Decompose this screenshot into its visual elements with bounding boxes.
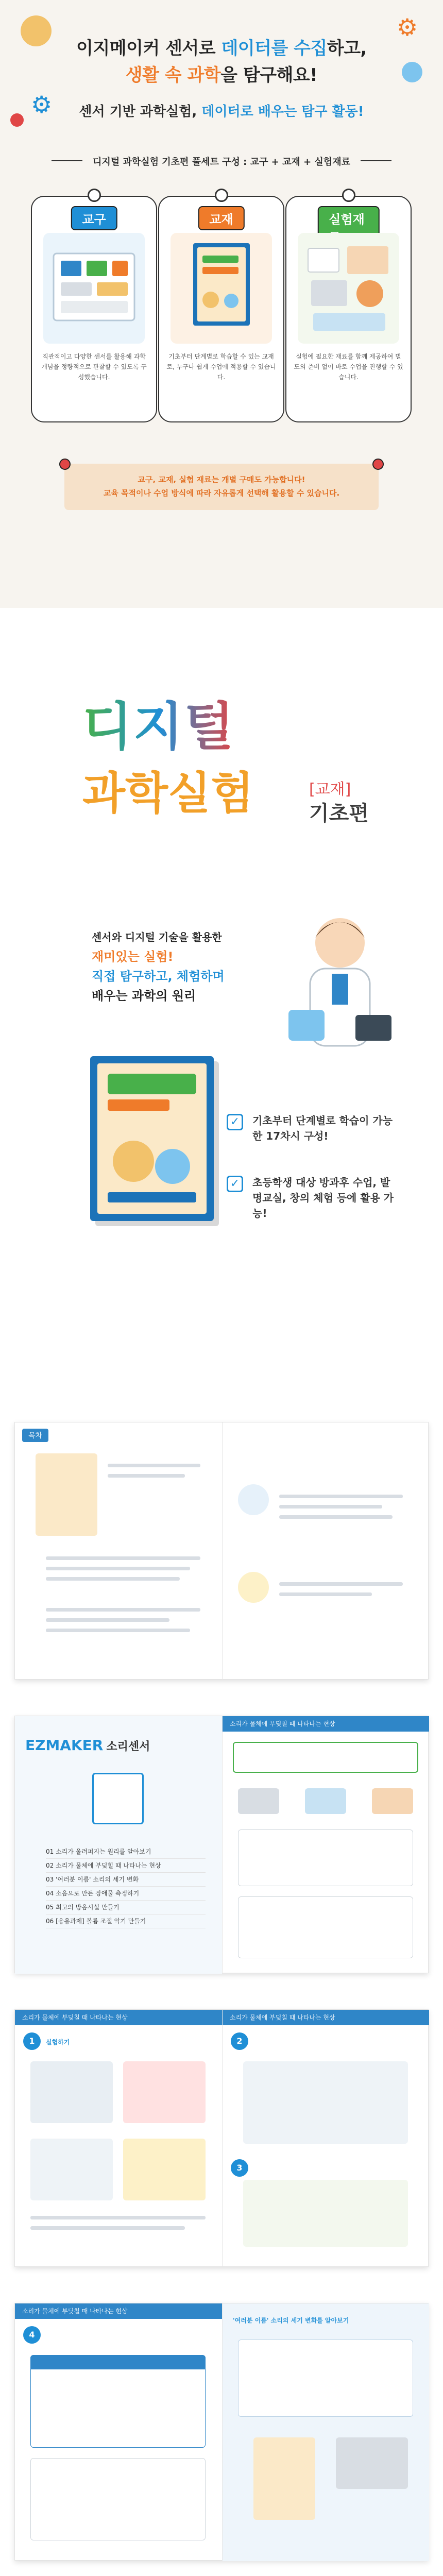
pin-icon <box>215 189 228 202</box>
card-description: 실험에 필요한 재료를 함께 제공하여 별도의 준비 없이 바로 수업을 진행할 수 있습니다. <box>294 353 403 381</box>
hero-headline: 이지메이커 센서로 데이터를 수집하고, 생활 속 과학을 탐구해요! <box>76 38 367 86</box>
page-title-bar: 소리가 물체에 부딪칠 때 나타나는 현상 <box>15 2010 222 2025</box>
chapter-list: 01 소리가 울려퍼지는 원리를 알아보기 02 소리가 물체에 부딪힐 때 나타나는 현상 03 '여러분 이름' 소리의 세기 변화 04 소음으로 만든 장애물 측정하기 05 최고의 방음시설 만들기 06 [응용과제] 볼륨 조절 악기 만들기 <box>46 1845 206 1928</box>
toc-label: 목차 <box>22 1429 48 1442</box>
purchase-banner <box>64 464 379 510</box>
kit-image <box>43 233 145 344</box>
scientist-illustration <box>278 907 402 1061</box>
ezmaker-brand: EZMAKER 소리센서 <box>25 1737 150 1754</box>
page-title-bar: 소리가 물체에 부딪칠 때 나타나는 현상 <box>15 2303 222 2319</box>
pin-icon <box>88 189 101 202</box>
step-badge: 1 <box>23 2032 41 2050</box>
hero-section <box>0 0 443 608</box>
step-badge: 3 <box>231 2159 248 2177</box>
check-icon: ✓ <box>227 1176 243 1192</box>
product-logo-line1: 디지털 <box>82 685 235 759</box>
product-intro-section <box>0 907 443 1329</box>
textbook-image <box>171 233 272 344</box>
pin-icon <box>59 459 71 470</box>
check-icon: ✓ <box>227 1114 243 1130</box>
sample-spread-toc <box>14 1422 429 1680</box>
textbook-cover <box>90 1056 214 1221</box>
composition-card-textbook <box>158 196 284 422</box>
gear-icon: ⚙ <box>397 13 418 41</box>
card-description: 기초부터 단계별로 학습할 수 있는 교재로, 누구나 쉽게 수업에 적용할 수 있습니다. <box>166 353 276 381</box>
banner-line: 교구, 교재, 실험 재료는 개별 구매도 가능합니다! <box>138 475 305 484</box>
feature-item: ✓ 초등학생 대상 방과후 수업, 발명교실, 창의 체험 등에 활용 가능! <box>227 1175 397 1221</box>
product-logo-section <box>0 644 443 902</box>
card-label: 교구 <box>71 206 117 230</box>
product-logo-line2: 과학실험 <box>82 768 254 819</box>
step-badge: 2 <box>231 2032 248 2050</box>
composition-card-materials <box>285 196 412 422</box>
card-label: 실험재 <box>317 206 380 248</box>
composition-card-kit <box>31 196 157 422</box>
banner-line: 교육 목적이나 수업 방식에 따라 자유롭게 선택해 활용할 수 있습니다. <box>103 488 340 498</box>
feature-item: ✓ 기초부터 단계별로 학습이 가능한 17차시 구성! <box>227 1113 397 1144</box>
card-description: 직관적이고 다양한 센서를 활용해 과학 개념을 정량적으로 관찰할 수 있도록 구성했습니다. <box>41 353 147 381</box>
sample-spread-experiment: 소리가 물체에 부딪칠 때 나타나는 현상 1 실험하기 소리가 물체에 부딪칠 때 나타나는 현상 2 3 <box>14 2009 429 2267</box>
pin-icon <box>342 189 355 202</box>
sample-spread-chapters <box>14 1716 429 1973</box>
gear-icon: ⚙ <box>31 91 53 118</box>
edition-label: [교재] 기초편 <box>309 781 369 825</box>
intro-text: 센서와 디지털 기술을 활용한 재미있는 실험! 직접 탐구하고, 체험하며 배우는 과학의 원리 <box>92 931 225 1003</box>
materials-image <box>298 233 399 344</box>
sample-spread-data: 소리가 물체에 부딪칠 때 나타나는 현상 4 '여러분 이름' 소리의 세기 변화를 알아보기 <box>14 2303 429 2561</box>
pin-icon <box>372 459 384 470</box>
card-label: 교재 <box>198 206 244 230</box>
page-title-bar: 소리가 물체에 부딪칠 때 나타나는 현상 <box>223 2010 429 2025</box>
composition-title: 디지털 과학실험 기초편 풀세트 구성 : 교구 + 교재 + 실험재료 <box>62 155 381 168</box>
hero-subtitle: 센서 기반 과학실험, 데이터로 배우는 탐구 활동! <box>79 104 364 120</box>
page-title-bar: 소리가 물체에 부딪칠 때 나타나는 현상 <box>223 1716 429 1732</box>
step-badge: 4 <box>23 2326 41 2344</box>
